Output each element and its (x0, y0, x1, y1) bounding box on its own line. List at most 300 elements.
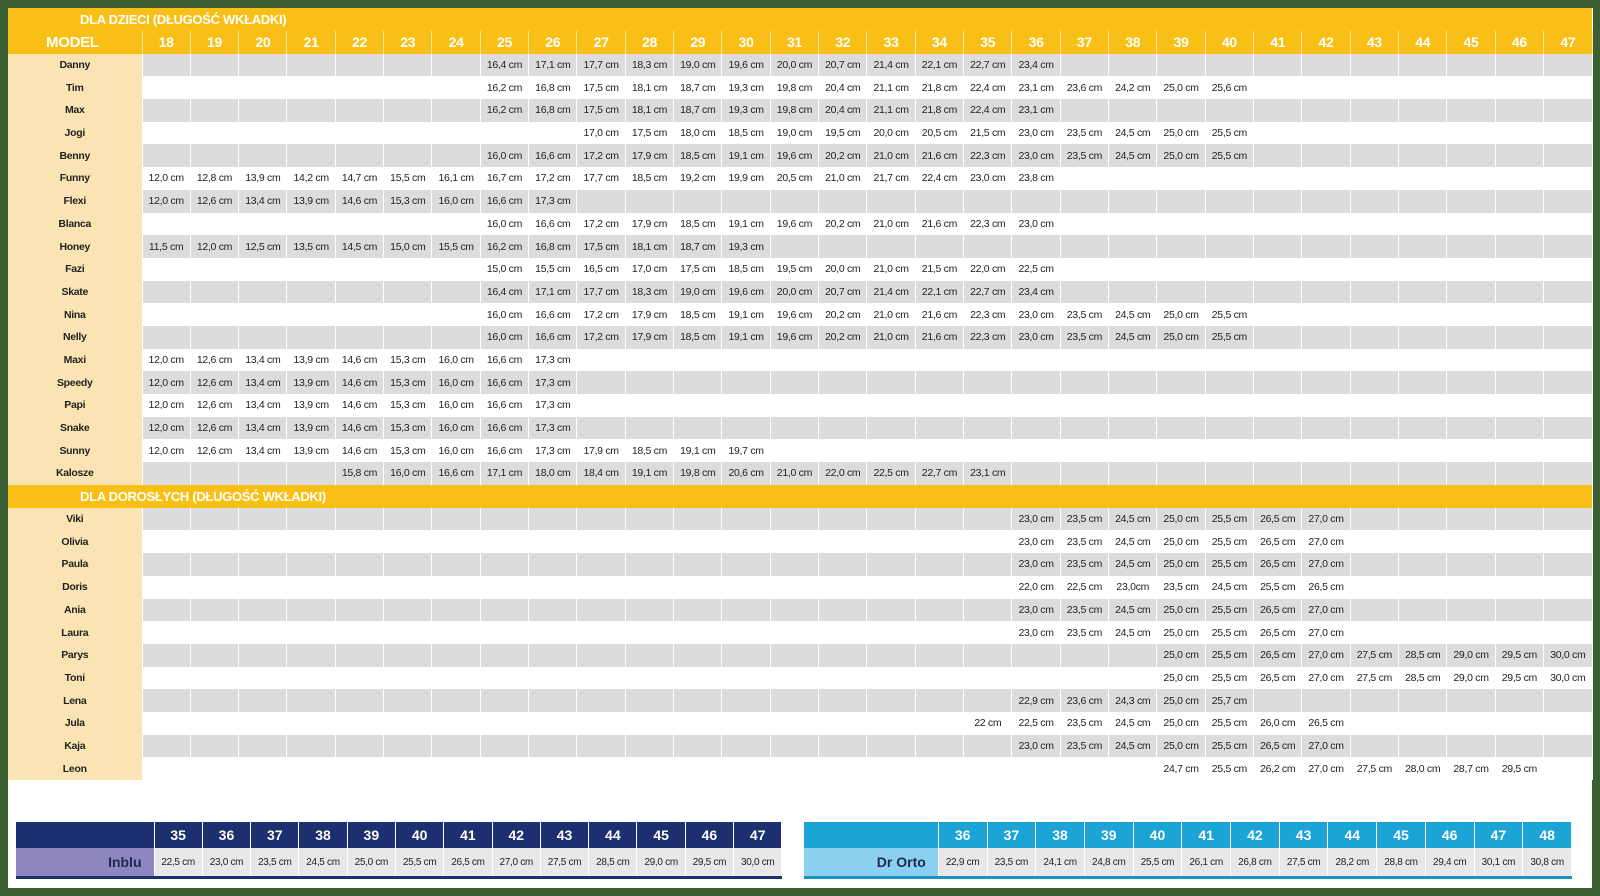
insole-length-cell (1350, 530, 1398, 553)
insole-length-cell: 23,5 cm (1060, 144, 1108, 167)
insole-length-cell (577, 757, 625, 780)
insole-length-cell (142, 99, 190, 122)
model-name: Honey (8, 235, 142, 258)
insole-length-cell (625, 553, 673, 576)
insole-length-cell (480, 712, 528, 735)
insole-length-cell: 19,3 cm (722, 99, 770, 122)
insole-length-cell: 25,5 cm (1205, 757, 1253, 780)
insole-length-cell: 17,3 cm (529, 417, 577, 440)
insole-length-cell (1447, 508, 1495, 531)
insole-length-cell (1447, 122, 1495, 145)
insole-length-cell: 16,0 cm (384, 462, 432, 485)
insole-length-cell (1060, 371, 1108, 394)
insole-length-cell (867, 689, 915, 712)
insole-length-cell (480, 576, 528, 599)
insole-length-cell (674, 667, 722, 690)
insole-length-cell (1350, 735, 1398, 758)
drorto-size-cell: 39 (1084, 822, 1133, 848)
insole-length-cell (674, 576, 722, 599)
insole-length-cell (867, 576, 915, 599)
inblu-length-cell: 29,0 cm (637, 848, 685, 878)
insole-length-cell: 12,0 cm (142, 167, 190, 190)
insole-length-cell (915, 667, 963, 690)
insole-length-cell (915, 394, 963, 417)
insole-length-cell (1109, 439, 1157, 462)
insole-length-cell: 25,5 cm (1205, 144, 1253, 167)
insole-length-cell (432, 576, 480, 599)
insole-length-cell (1109, 644, 1157, 667)
insole-length-cell: 16,2 cm (480, 235, 528, 258)
insole-length-cell (625, 576, 673, 599)
insole-length-cell: 19,6 cm (722, 54, 770, 77)
insole-length-cell: 17,1 cm (529, 281, 577, 304)
insole-length-cell (1302, 76, 1350, 99)
insole-length-cell (432, 281, 480, 304)
insole-length-cell (1109, 281, 1157, 304)
insole-length-cell (770, 689, 818, 712)
insole-length-cell (915, 644, 963, 667)
drorto-size-cell: 40 (1133, 822, 1182, 848)
insole-length-cell: 24,3 cm (1109, 689, 1157, 712)
insole-length-cell: 21,0 cm (867, 303, 915, 326)
model-name: Papi (8, 394, 142, 417)
insole-length-cell (1544, 144, 1593, 167)
insole-length-cell (1302, 371, 1350, 394)
insole-length-cell (722, 530, 770, 553)
insole-length-cell (1254, 54, 1302, 77)
insole-length-cell: 21,5 cm (915, 258, 963, 281)
insole-length-cell (1544, 326, 1593, 349)
insole-length-cell (1447, 712, 1495, 735)
table-row (8, 553, 1592, 576)
insole-length-cell: 17,2 cm (577, 144, 625, 167)
drorto-size-cell: 43 (1279, 822, 1328, 848)
insole-length-cell (770, 439, 818, 462)
insole-length-cell (529, 122, 577, 145)
drorto-length-cell: 30,8 cm (1523, 848, 1572, 878)
adults-section-header-title: DLA DOROSŁYCH (DŁUGOŚĆ WKŁADKI) (8, 485, 1592, 508)
insole-length-cell (142, 530, 190, 553)
insole-length-cell (384, 757, 432, 780)
drorto-length-row (804, 848, 1572, 878)
insole-length-cell (625, 689, 673, 712)
insole-length-cell (335, 144, 383, 167)
insole-length-cell: 16,7 cm (480, 167, 528, 190)
insole-length-cell: 14,7 cm (335, 167, 383, 190)
insole-length-cell (722, 712, 770, 735)
insole-length-cell: 18,5 cm (674, 326, 722, 349)
insole-length-cell (819, 394, 867, 417)
insole-length-cell (287, 689, 335, 712)
insole-length-cell (1350, 281, 1398, 304)
insole-length-cell (287, 667, 335, 690)
insole-length-cell: 17,3 cm (529, 190, 577, 213)
insole-length-cell: 19,0 cm (674, 54, 722, 77)
insole-length-cell (142, 281, 190, 304)
insole-length-cell (1302, 258, 1350, 281)
insole-length-cell (432, 757, 480, 780)
insole-length-cell (529, 735, 577, 758)
insole-length-cell: 21,0 cm (867, 258, 915, 281)
insole-length-cell: 22,1 cm (915, 54, 963, 77)
insole-length-cell (384, 213, 432, 236)
insole-length-cell (1350, 689, 1398, 712)
insole-length-cell (625, 667, 673, 690)
insole-length-cell (432, 712, 480, 735)
inblu-length-row (16, 848, 782, 878)
insole-length-cell (674, 190, 722, 213)
insole-length-cell (1495, 213, 1543, 236)
insole-length-cell (1447, 167, 1495, 190)
drorto-length-cell: 24,8 cm (1084, 848, 1133, 878)
insole-length-cell (1399, 553, 1447, 576)
insole-length-cell (287, 54, 335, 77)
insole-length-cell: 28,5 cm (1399, 644, 1447, 667)
model-name: Leon (8, 757, 142, 780)
inblu-length-cell: 23,0 cm (202, 848, 250, 878)
insole-length-cell: 18,5 cm (625, 167, 673, 190)
insole-length-cell (674, 530, 722, 553)
insole-length-cell: 20,0 cm (770, 281, 818, 304)
insole-length-cell (1254, 281, 1302, 304)
insole-length-cell: 13,4 cm (239, 417, 287, 440)
insole-length-cell (384, 689, 432, 712)
size-header-cell: 21 (287, 31, 335, 54)
model-name: Viki (8, 508, 142, 531)
insole-length-cell: 25,5 cm (1205, 553, 1253, 576)
table-row (8, 167, 1592, 190)
insole-length-cell (867, 667, 915, 690)
insole-length-cell (1399, 689, 1447, 712)
insole-length-cell (819, 530, 867, 553)
drorto-header-blank (804, 822, 938, 848)
insole-length-cell (239, 530, 287, 553)
insole-length-cell (1302, 54, 1350, 77)
insole-length-cell: 11,5 cm (142, 235, 190, 258)
insole-length-cell (964, 394, 1012, 417)
insole-length-cell (674, 394, 722, 417)
insole-length-cell: 20,2 cm (819, 303, 867, 326)
insole-length-cell: 14,6 cm (335, 371, 383, 394)
insole-length-cell: 19,1 cm (722, 144, 770, 167)
insole-length-cell (1447, 599, 1495, 622)
insole-length-cell: 12,6 cm (190, 394, 238, 417)
model-name: Benny (8, 144, 142, 167)
insole-length-cell: 21,0 cm (770, 462, 818, 485)
insole-length-cell: 15,0 cm (384, 235, 432, 258)
insole-length-cell: 23,0 cm (1012, 735, 1060, 758)
insole-length-cell (722, 599, 770, 622)
insole-length-cell (819, 667, 867, 690)
insole-length-cell: 27,0 cm (1302, 735, 1350, 758)
drorto-length-cell: 28,2 cm (1328, 848, 1377, 878)
insole-length-cell: 22 cm (964, 712, 1012, 735)
insole-length-cell (1447, 371, 1495, 394)
insole-length-cell (1495, 144, 1543, 167)
insole-length-cell (1350, 712, 1398, 735)
insole-length-cell: 26,5 cm (1302, 576, 1350, 599)
insole-length-cell (1350, 213, 1398, 236)
insole-length-cell (1399, 462, 1447, 485)
insole-length-cell (1302, 99, 1350, 122)
model-name: Snake (8, 417, 142, 440)
insole-length-cell: 23,0 cm (1012, 530, 1060, 553)
insole-length-cell (190, 757, 238, 780)
adults-section-header (8, 485, 1592, 508)
insole-length-cell (1350, 599, 1398, 622)
insole-length-cell: 25,0 cm (1157, 303, 1205, 326)
insole-length-cell: 23,0 cm (1012, 553, 1060, 576)
insole-length-cell (1012, 371, 1060, 394)
insole-length-cell (529, 621, 577, 644)
insole-length-cell: 17,7 cm (577, 167, 625, 190)
insole-length-cell (142, 508, 190, 531)
insole-length-cell (384, 530, 432, 553)
inblu-length-cell: 27,5 cm (540, 848, 588, 878)
insole-length-cell (1544, 235, 1593, 258)
inblu-size-table (16, 822, 782, 879)
insole-length-cell (1544, 167, 1593, 190)
insole-length-cell (1302, 462, 1350, 485)
insole-length-cell (1399, 190, 1447, 213)
table-row (8, 689, 1592, 712)
insole-length-cell: 17,3 cm (529, 371, 577, 394)
model-column-header: MODEL (8, 31, 142, 54)
inblu-size-cell: 38 (299, 822, 347, 848)
insole-length-cell (287, 621, 335, 644)
insole-length-cell (287, 599, 335, 622)
insole-length-cell: 25,5 cm (1205, 712, 1253, 735)
insole-length-cell (1302, 122, 1350, 145)
insole-length-cell (142, 54, 190, 77)
table-row (8, 394, 1592, 417)
insole-length-cell: 17,0 cm (577, 122, 625, 145)
insole-length-cell (432, 553, 480, 576)
insole-length-cell (1495, 99, 1543, 122)
insole-length-cell (1350, 190, 1398, 213)
insole-length-cell: 18,5 cm (674, 303, 722, 326)
insole-length-cell (190, 99, 238, 122)
insole-length-cell (674, 349, 722, 372)
insole-length-cell (1060, 99, 1108, 122)
insole-length-cell (819, 599, 867, 622)
insole-length-cell: 23,5 cm (1060, 530, 1108, 553)
insole-length-cell (190, 599, 238, 622)
insole-length-cell: 12,0 cm (142, 371, 190, 394)
insole-length-cell (577, 394, 625, 417)
insole-length-cell: 24,5 cm (1109, 599, 1157, 622)
insole-length-cell (1109, 54, 1157, 77)
insole-length-cell: 17,0 cm (625, 258, 673, 281)
kids-section-header-title: DLA DZIECI (DŁUGOŚĆ WKŁADKI) (8, 8, 1592, 31)
insole-length-cell: 26,5 cm (1302, 712, 1350, 735)
insole-length-cell (1205, 54, 1253, 77)
insole-length-cell (867, 190, 915, 213)
insole-length-cell (432, 213, 480, 236)
inblu-length-cell: 24,5 cm (299, 848, 347, 878)
insole-length-cell (1447, 54, 1495, 77)
insole-length-cell (722, 553, 770, 576)
insole-length-cell (770, 667, 818, 690)
drorto-size-cell: 42 (1231, 822, 1280, 848)
insole-length-cell (770, 235, 818, 258)
insole-length-cell (819, 190, 867, 213)
insole-length-cell (335, 757, 383, 780)
insole-length-cell (1399, 213, 1447, 236)
model-name: Jula (8, 712, 142, 735)
insole-length-cell (674, 417, 722, 440)
insole-length-cell: 19,6 cm (770, 213, 818, 236)
insole-length-cell (529, 599, 577, 622)
insole-length-cell: 25,0 cm (1157, 553, 1205, 576)
insole-length-cell: 23,0 cm (1012, 599, 1060, 622)
insole-length-cell: 16,0 cm (480, 326, 528, 349)
inblu-length-cell: 26,5 cm (444, 848, 492, 878)
insole-length-cell (480, 667, 528, 690)
insole-length-cell (674, 757, 722, 780)
size-header-cell: 18 (142, 31, 190, 54)
insole-length-cell: 25,5 cm (1205, 326, 1253, 349)
insole-length-cell: 18,1 cm (625, 235, 673, 258)
insole-length-cell (1205, 371, 1253, 394)
insole-length-cell (335, 213, 383, 236)
insole-length-cell: 26,5 cm (1254, 508, 1302, 531)
insole-length-cell (1302, 235, 1350, 258)
insole-length-cell: 21,4 cm (867, 54, 915, 77)
insole-length-cell (1399, 326, 1447, 349)
insole-length-cell: 19,1 cm (674, 439, 722, 462)
insole-length-cell: 25,0 cm (1157, 76, 1205, 99)
insole-length-cell: 30,0 cm (1544, 667, 1593, 690)
insole-length-cell (239, 144, 287, 167)
insole-length-cell: 27,5 cm (1350, 644, 1398, 667)
insole-length-cell (190, 462, 238, 485)
inblu-header-blank (16, 822, 154, 848)
insole-length-cell (384, 122, 432, 145)
insole-length-cell (1254, 462, 1302, 485)
insole-length-cell (1544, 76, 1593, 99)
insole-length-cell (1544, 258, 1593, 281)
insole-length-cell (1495, 599, 1543, 622)
insole-length-cell: 26,5 cm (1254, 530, 1302, 553)
insole-length-cell: 19,8 cm (770, 99, 818, 122)
insole-length-cell (1205, 258, 1253, 281)
insole-length-cell: 15,3 cm (384, 417, 432, 440)
insole-length-cell: 22,9 cm (1012, 689, 1060, 712)
size-header-cell: 47 (1544, 31, 1593, 54)
insole-length-cell: 15,5 cm (529, 258, 577, 281)
insole-length-cell (239, 462, 287, 485)
insole-length-cell (1495, 417, 1543, 440)
insole-length-cell (287, 258, 335, 281)
inblu-brand-label: Inblu (16, 848, 154, 878)
insole-length-cell (1399, 349, 1447, 372)
insole-length-cell (1060, 235, 1108, 258)
insole-length-cell (1495, 576, 1543, 599)
insole-length-cell: 23,5 cm (1060, 735, 1108, 758)
insole-length-cell (1447, 99, 1495, 122)
insole-length-cell: 14,6 cm (335, 417, 383, 440)
insole-length-cell (1109, 371, 1157, 394)
insole-length-cell (1447, 735, 1495, 758)
drorto-length-cell: 23,5 cm (987, 848, 1036, 878)
insole-length-cell (1447, 349, 1495, 372)
insole-length-cell: 25,5 cm (1205, 122, 1253, 145)
insole-length-cell (1254, 326, 1302, 349)
insole-length-cell: 16,4 cm (480, 281, 528, 304)
insole-length-cell (190, 644, 238, 667)
insole-length-cell (239, 644, 287, 667)
insole-length-cell: 23,0 cm (1012, 621, 1060, 644)
insole-length-cell (577, 599, 625, 622)
insole-length-cell (1544, 54, 1593, 77)
insole-length-cell (1447, 689, 1495, 712)
insole-length-cell (432, 54, 480, 77)
insole-length-cell (142, 689, 190, 712)
insole-length-cell (190, 621, 238, 644)
table-row (8, 99, 1592, 122)
insole-length-cell: 12,0 cm (142, 394, 190, 417)
insole-length-cell (432, 689, 480, 712)
insole-length-cell (1350, 326, 1398, 349)
insole-length-cell (190, 258, 238, 281)
insole-length-cell (867, 530, 915, 553)
insole-length-cell: 21,5 cm (964, 122, 1012, 145)
insole-length-cell (142, 122, 190, 145)
insole-length-cell: 25,7 cm (1205, 689, 1253, 712)
insole-length-cell (674, 712, 722, 735)
insole-length-cell: 18,7 cm (674, 76, 722, 99)
insole-length-cell (722, 735, 770, 758)
drorto-size-cell: 41 (1182, 822, 1231, 848)
insole-length-cell (384, 508, 432, 531)
insole-length-cell: 13,9 cm (287, 439, 335, 462)
insole-length-cell: 20,2 cm (819, 144, 867, 167)
insole-length-cell (287, 281, 335, 304)
model-name: Paula (8, 553, 142, 576)
insole-length-cell (1544, 689, 1593, 712)
insole-length-cell (674, 553, 722, 576)
insole-length-cell (1157, 213, 1205, 236)
insole-length-cell (1254, 371, 1302, 394)
model-name: Max (8, 99, 142, 122)
table-row (8, 712, 1592, 735)
insole-length-cell (239, 99, 287, 122)
table-row (8, 190, 1592, 213)
insole-length-cell: 16,0 cm (432, 417, 480, 440)
insole-length-cell (915, 553, 963, 576)
insole-length-cell: 16,6 cm (480, 439, 528, 462)
size-header-cell: 30 (722, 31, 770, 54)
insole-length-cell: 16,6 cm (480, 417, 528, 440)
insole-length-cell (239, 508, 287, 531)
insole-length-cell (1399, 167, 1447, 190)
insole-length-cell: 25,0 cm (1157, 326, 1205, 349)
insole-length-cell (335, 326, 383, 349)
size-header-cell: 20 (239, 31, 287, 54)
insole-length-cell (1544, 621, 1593, 644)
insole-length-cell (1254, 99, 1302, 122)
insole-length-cell (142, 667, 190, 690)
insole-length-cell: 18,0 cm (529, 462, 577, 485)
size-header-cell: 23 (384, 31, 432, 54)
insole-length-cell (1399, 712, 1447, 735)
drorto-length-cell: 29,4 cm (1425, 848, 1474, 878)
insole-length-cell: 23,5 cm (1060, 553, 1108, 576)
insole-length-cell (1012, 349, 1060, 372)
insole-length-cell (384, 258, 432, 281)
table-row (8, 508, 1592, 531)
